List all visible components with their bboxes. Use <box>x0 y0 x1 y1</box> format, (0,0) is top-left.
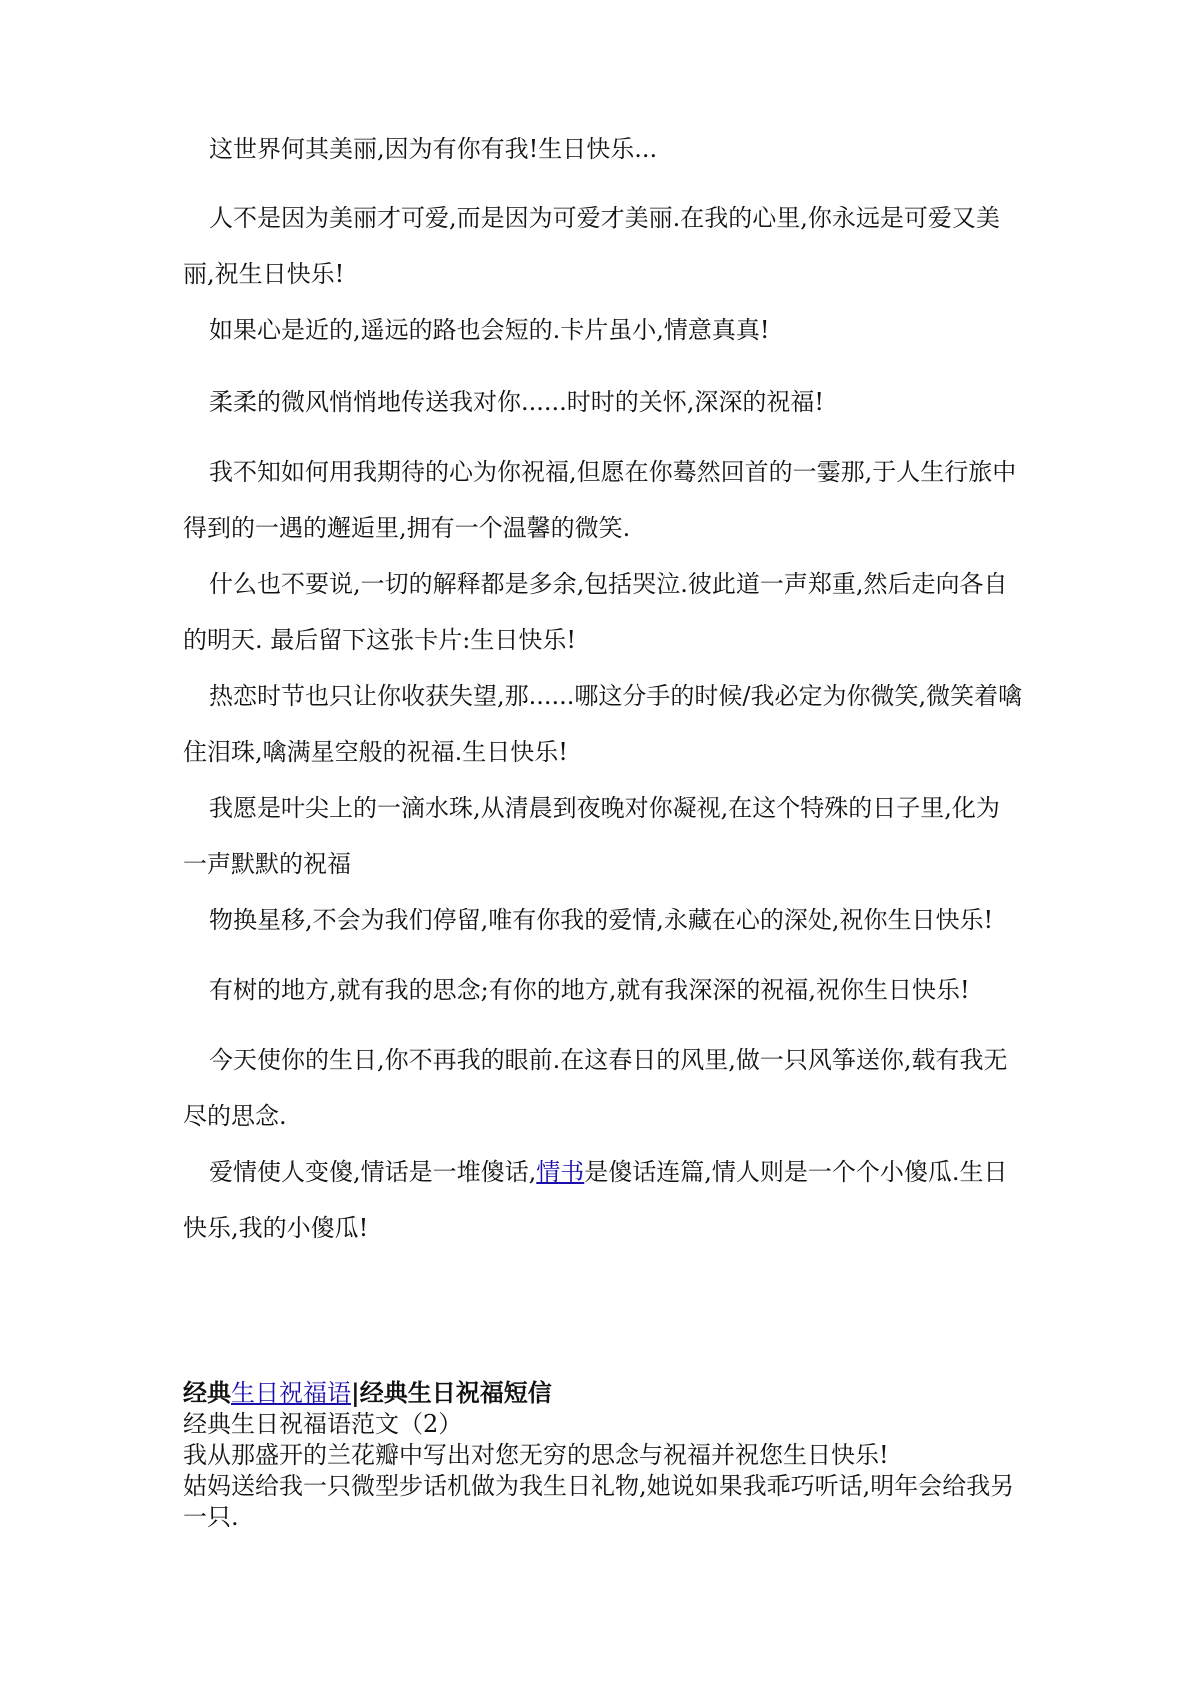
wish-line-1: 我从那盛开的兰花瓣中写出对您无穷的思念与祝福并祝您生日快乐! <box>183 1441 889 1469</box>
paragraph-4: 柔柔的微风悄悄地传送我对你......时时的关怀,深深的祝福! <box>209 388 825 416</box>
paragraph-9: 物换星移,不会为我们停留,唯有你我的爱情,永藏在心的深处,祝你生日快乐! <box>209 906 994 934</box>
paragraph-7: 热恋时节也只让你收获失望,那......哪这分手的时候/我必定为你微笑,微笑着噙住泪珠,噙满星空般的祝福.生日快乐! <box>183 682 1023 766</box>
wish-line-2: 姑妈送给我一只微型步话机做为我生日礼物,她说如果我乖巧听话,明年会给我另一只. <box>183 1472 1015 1531</box>
section-subtitle: 经典生日祝福语范文（2） <box>183 1410 463 1438</box>
birthday-wishes-link[interactable]: 生日祝福语 <box>231 1379 351 1407</box>
paragraph-8: 我愿是叶尖上的一滴水珠,从清晨到夜晚对你凝视,在这个特殊的日子里,化为一声默默的祝福 <box>183 794 1000 878</box>
paragraph-6: 什么也不要说,一切的解释都是多余,包括哭泣.彼此道一声郑重,然后走向各自的明天. 最后留下这张卡片:生日快乐! <box>183 570 1008 654</box>
paragraph-12-text-after: 是傻话连篇,情人则是一个个小傻瓜.生日快乐,我的小傻瓜! <box>183 1158 1008 1242</box>
paragraph-5: 我不知如何用我期待的心为你祝福,但愿在你蓦然回首的一霎那,于人生行旅中得到的一遇的邂逅里,拥有一个温馨的微笑. <box>183 458 1017 542</box>
heading-suffix: |经典生日祝福短信 <box>351 1378 552 1407</box>
paragraph-12 <box>183 1144 1023 1256</box>
heading-prefix: 经典 <box>183 1378 231 1407</box>
paragraph-1: 这世界何其美丽,因为有你有我!生日快乐... <box>209 135 658 163</box>
paragraph-11: 今天使你的生日,你不再我的眼前.在这春日的风里,做一只风筝送你,载有我无尽的思念. <box>183 1046 1008 1130</box>
paragraph-12-text-before: 爱情使人变傻,情话是一堆傻话, <box>209 1158 537 1186</box>
paragraph-2: 人不是因为美丽才可爱,而是因为可爱才美丽.在我的心里,你永远是可爱又美丽,祝生日快乐! <box>183 204 1000 288</box>
footer-section <box>183 1377 1023 1533</box>
section-heading <box>183 1377 1023 1409</box>
paragraph-10: 有树的地方,就有我的思念;有你的地方,就有我深深的祝福,祝你生日快乐! <box>209 976 970 1004</box>
love-letter-link[interactable]: 情书 <box>536 1158 585 1186</box>
paragraph-3: 如果心是近的,遥远的路也会短的.卡片虽小,情意真真! <box>209 316 770 344</box>
